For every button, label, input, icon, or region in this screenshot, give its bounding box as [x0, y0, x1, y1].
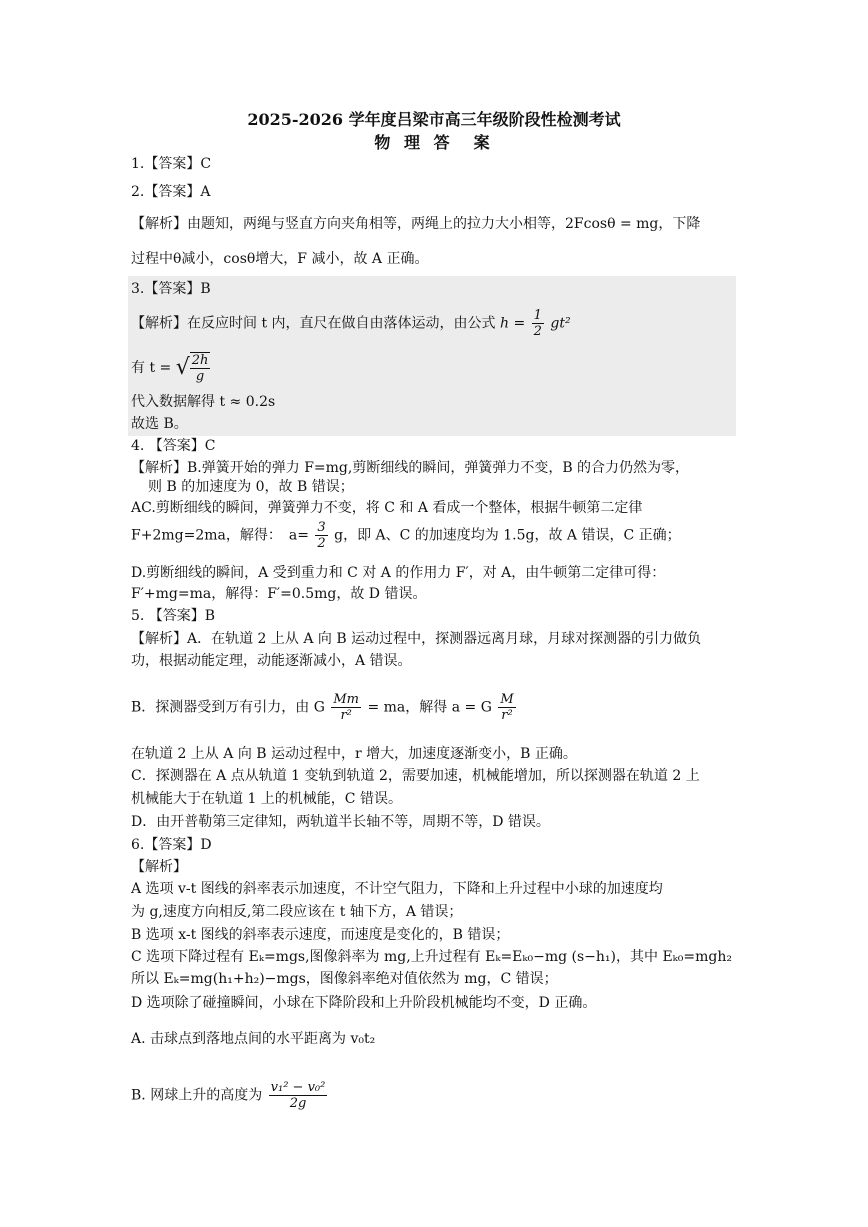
q1-answer: 1.【答案】C: [131, 156, 212, 172]
q6-optb-num: v₁² − v₀²: [270, 1080, 326, 1095]
q6-analysis-b1: B 选项 x-t 图线的斜率表示速度，而速度是变化的，B 错误；: [131, 927, 510, 943]
q5-b-pre: B．探测器受到万有引力，由 G: [131, 699, 325, 716]
q3-choose: 故选 B。: [131, 416, 188, 432]
q2-analysis-1: 【解析】由题知，两绳与竖直方向夹角相等，两绳上的拉力大小相等，2Fcosθ = mg，下降: [131, 216, 701, 232]
q5-frac2-den: r²: [501, 708, 513, 723]
q4-a4-post: g，即 A、C 的加速度均为 1.5g，故 A 错误，C 正确；: [334, 527, 681, 544]
q6-answer: 6.【答案】D: [131, 837, 212, 853]
q4-analysis-5: D.剪断细线的瞬间，A 受到重力和 C 对 A 的作用力 F′，对 A，由牛顿第二定律可得：: [131, 565, 666, 581]
q5-analysis-a1: 【解析】A．在轨道 2 上从 A 向 B 运动过程中，探测器远离月球，月球对探测器的引力做负: [131, 631, 702, 647]
q3-sqrt-den: g: [195, 369, 205, 384]
q4-frac-num: 3: [317, 520, 326, 535]
q5-frac1-num: Mm: [333, 692, 360, 707]
q3-formula-tail: gt²: [550, 315, 571, 332]
q5-answer: 5. 【答案】B: [131, 608, 216, 624]
q2-answer: 2.【答案】A: [131, 184, 211, 200]
q6-optb-fraction: [269, 1080, 328, 1111]
page-subtitle: 物 理 答 案: [374, 133, 494, 152]
q4-analysis-3: AC.剪断细线的瞬间，弹簧弹力不变，将 C 和 A 看成一个整体，根据牛顿第二定律: [131, 500, 643, 516]
q6-option-b: [131, 1080, 329, 1111]
q3-sqrt-num: 2h: [191, 353, 209, 368]
q5-analysis-a2: 功，根据动能定理，动能逐渐减小，A 错误。: [131, 653, 412, 669]
q5-analysis-b: [131, 692, 518, 723]
q5-fraction-2: [498, 692, 515, 723]
q6-optb-pre: B. 网球上升的高度为: [131, 1087, 263, 1104]
q3-analysis-text: 【解析】在反应时间 t 内，直尺在做自由落体运动，由公式: [131, 315, 496, 332]
q6-analysis-d1: D 选项除了碰撞瞬间，小球在下降阶段和上升阶段机械能均不变，D 正确。: [131, 995, 597, 1011]
q3-frac-num: 1: [533, 308, 542, 323]
q3-you: 有 t =: [131, 360, 172, 376]
q6-analysis-c1: C 选项下降过程有 Eₖ=mgs,图像斜率为 mg,上升过程有 Eₖ=Eₖ₀−mg (s−h₁)，其中 Eₖ₀=mgh₂: [131, 949, 732, 965]
q3-formula-h: h =: [499, 315, 526, 332]
q6-option-a: A. 击球点到落地点间的水平距离为 v₀t₂: [131, 1031, 376, 1047]
q4-answer: 4. 【答案】C: [131, 438, 216, 454]
q4-analysis-4: [131, 520, 681, 551]
q3-fraction: [532, 308, 544, 339]
q3-analysis: [131, 308, 571, 339]
q3-sqrt: √ $\frac{2h}{g}$: [175, 353, 209, 384]
q5-frac2-num: M: [500, 692, 514, 707]
q5-frac1-den: r²: [340, 708, 352, 723]
q5-b-mid: = ma，解得 a = G: [367, 699, 492, 716]
q5-analysis-c1: C．探测器在 A 点从轨道 1 变轨到轨道 2，需要加速，机械能增加，所以探测器在轨道 2 上: [131, 768, 700, 784]
q6-analysis-a2: 为 g,速度方向相反,第二段应该在 t 轴下方，A 错误；: [131, 904, 463, 920]
q6-analysis-head: 【解析】: [131, 859, 187, 875]
q2-analysis-2: 过程中θ减小，cosθ增大，F 减小，故 A 正确。: [131, 251, 429, 267]
page-title: 2025-2026 学年度吕梁市高三年级阶段性检测考试: [247, 110, 621, 129]
q3-highlight-box: [128, 276, 736, 436]
q4-frac-den: 2: [317, 536, 326, 551]
q3-t-formula: [131, 352, 210, 384]
q4-a4-pre: F+2mg=2ma，解得： a=: [131, 527, 309, 544]
q5-analysis-b2: 在轨道 2 上从 A 向 B 运动过程中，r 增大，加速度逐渐变小，B 正确。: [131, 746, 577, 762]
q6-analysis-c2: 所以 Eₖ=mg(h₁+h₂)−mgs，图像斜率绝对值依然为 mg，C 错误；: [131, 971, 558, 987]
q5-analysis-c2: 机械能大于在轨道 1 上的机械能，C 错误。: [131, 791, 402, 807]
q3-substitute: 代入数据解得 t ≈ 0.2s: [131, 394, 276, 410]
q6-analysis-a1: A 选项 v-t 图线的斜率表示加速度，不计空气阻力，下降和上升过程中小球的加速度均: [131, 881, 663, 897]
q3-answer: 3.【答案】B: [131, 281, 211, 297]
q4-fraction: [315, 520, 327, 551]
q6-optb-den: 2g: [289, 1096, 307, 1111]
q5-fraction-1: [331, 692, 361, 723]
q4-analysis-6: F′+mg=ma，解得：F′=0.5mg，故 D 错误。: [131, 586, 427, 602]
q5-analysis-d1: D．由开普勒第三定律知，两轨道半长轴不等，周期不等，D 错误。: [131, 814, 550, 830]
q4-analysis-2: 则 B 的加速度为 0，故 B 错误；: [148, 479, 354, 495]
q4-analysis-1: 【解析】B.弹簧开始的弹力 F=mg,剪断细线的瞬间，弹簧弹力不变，B 的合力仍然为零，: [131, 460, 690, 476]
q3-frac-den: 2: [533, 324, 542, 339]
